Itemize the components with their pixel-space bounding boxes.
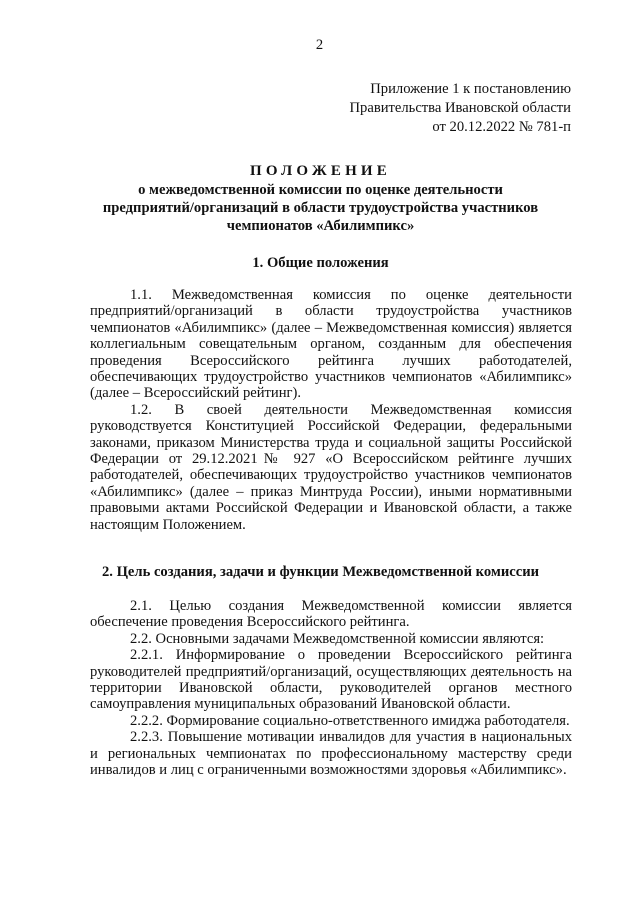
page-number: 2 <box>315 37 324 53</box>
paragraph-2-2-1: 2.2.1. Информирование о проведении Всероссийского рейтинга руководителей предприятий/организаций, осуществляющих деятельность на территории Ивановской области, руководителей органов местного самоуправления муниципальных образований Ивановской области. <box>90 647 572 713</box>
appendix-line-3: от 20.12.2022 № 781-п <box>432 119 571 135</box>
title-line-3: чемпионатов «Абилимпикс» <box>226 218 415 234</box>
section-2-heading: 2. Цель создания, задачи и функции Межведомственной комиссии <box>101 564 540 580</box>
section-1-heading: 1. Общие положения <box>252 255 389 271</box>
paragraph-2-2: 2.2. Основными задачами Межведомственной комиссии являются: <box>130 630 545 647</box>
paragraph-2-2-3: 2.2.3. Повышение мотивации инвалидов для участия в национальных и региональных чемпионатах по профессиональному мастерству среди инвалидов и лиц с ограниченными возможностями здоровья «Абилимпикс». <box>90 729 572 779</box>
paragraph-1-2: 1.2. В своей деятельности Межведомственная комиссия руководствуется Конституцией Российской Федерации, федеральными законами, приказом Министерства труда и социальной защиты Российской Федерации от 29.12.2021№ 927 «О Всероссийском рейтинге лучших работодателей, обеспечивающих трудоустройство участников чемпионатов «Абилимпикс» (далее – приказ Минтруда России), иными нормативными правовыми актами Российской Федерации и Ивановской области, а также настоящим Положением. <box>90 401 572 533</box>
appendix-reference <box>350 80 571 137</box>
section-1-body <box>90 287 572 533</box>
appendix-line-1: Приложение 1 к постановлению <box>370 81 571 97</box>
appendix-line-2: Правительства Ивановской области <box>349 100 571 116</box>
title-line-2: предприятий/организаций в области трудоустройства участников <box>102 200 539 216</box>
title-line-1: о межведомственной комиссии по оценке деятельности <box>138 182 503 198</box>
paragraph-2-2-2: 2.2.2. Формирование социально-ответственного имиджа работодателя. <box>130 712 570 729</box>
title-main: ПОЛОЖЕНИЕ <box>249 163 392 179</box>
paragraph-2-1: 2.1. Целью создания Межведомственной комиссии является обеспечение проведения Всероссийского рейтинга. <box>90 598 572 631</box>
document-title <box>70 162 571 235</box>
paragraph-1-1: 1.1. Межведомственная комиссия по оценке деятельности предприятий/организаций в области трудоустройства участников чемпионатов «Абилимпикс» (далее – Межведомственная комиссия) является коллегиальным совещательным органом, созданным для обеспечения проведения Всероссийского рейтинга лучших работодателей, обеспечивающих трудоустройство участников чемпионатов «Абилимпикс» (далее – Всероссийский рейтинг). <box>90 287 572 402</box>
section-2-body <box>90 598 572 778</box>
